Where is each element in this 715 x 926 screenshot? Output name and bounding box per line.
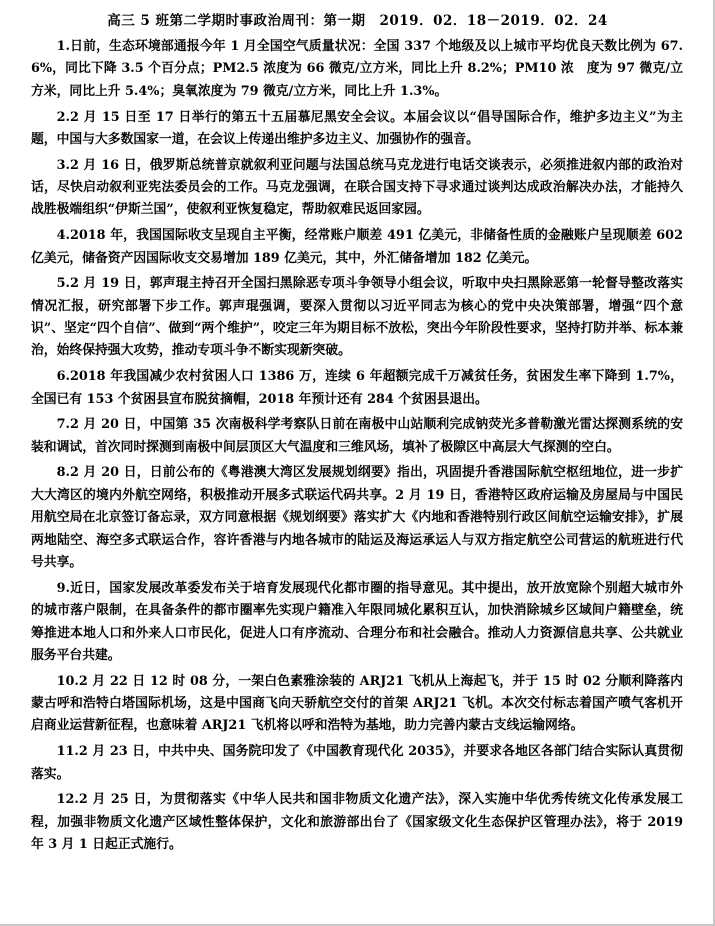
news-item-3: 3.2 月 16 日，俄罗斯总统普京就叙利亚问题与法国总统马克龙进行电话交谈表示，必须推进叙内部的政治对话，尽快启动叙利亚宪法委员会的工作。马克龙强调，在联合国支持下寻求通过谈判达成政治解决办法，才能持久战胜极端组织“伊斯兰国”，使叙利亚恢复稳定，帮助叙难民返回家园。 [31,157,683,218]
document-title: 高三 5 班第二学期时事政治周刊：第一期 2019．02．18－2019．02．24 [107,13,608,29]
news-item-4: 4.2018 年，我国国际收支呈现自主平衡，经常账户顺差 491 亿美元，非储备性质的金融账户呈现顺差 602 亿美元，储备资产因国际收支交易增加 189 亿美元，其中，外汇储备增加 182 亿美元。 [31,228,683,266]
news-item-5: 5.2 月 19 日，郭声琨主持召开全国扫黑除恶专项斗争领导小组会议，听取中央扫黑除恶第一轮督导整改落实情况汇报，研究部署下步工作。郭声琨强调，要深入贯彻以习近平同志为核心的党中央决策部署，增强“四个意识”、坚定“四个自信”、做到“两个维护”，咬定三年为期目标不放松，突出今年阶段性要求，坚持打防并举、标本兼治，始终保持强大攻势，推动专项斗争不断实现新突破。 [31,276,683,359]
news-item-9: 9.近日，国家发展改革委发布关于培育发展现代化都市圈的指导意见。其中提出，放开放宽除个别超大城市外的城市落户限制，在具备条件的都市圈率先实现户籍准入年限同城化累积互认，加快消除城乡区域间户籍壁垒，统筹推进本地人口和外来人口市民化，促进人口有序流动、合理分布和社会融合。推动人力资源信息共享、公共就业服务平台共建。 [31,580,683,663]
news-item-12: 12.2 月 25 日，为贯彻落实《中华人民共和国非物质文化遗产法》，深入实施中华优秀传统文化传承发展工程，加强非物质文化遗产区域性整体保护，文化和旅游部出台了《国家级文化生态保护区管理办法》，将于 2019 年 3 月 1 日起正式施行。 [31,792,683,853]
document-body [31,36,683,860]
news-item-2: 2.2 月 15 日至 17 日举行的第五十五届慕尼黑安全会议。本届会议以“倡导国际合作，维护多边主义”为主题，中国与大多数国家一道，在会议上传递出维护多边主义、加强协作的强音。 [31,109,683,147]
news-item-8: 8.2 月 20 日，日前公布的《粤港澳大湾区发展规划纲要》指出，巩固提升香港国际航空枢纽地位，进一步扩大大湾区的境内外航空网络，积极推动开展多式联运代码共享。2 月 19 日，香港特区政府运输及房屋局与中国民用航空局在北京签订备忘录，双方同意根据《规划纲要》落实扩大《内地和香港特别行政区间航空运输安排》，扩展两地陆空、海空多式联运合作，容许香港与内地各城市的陆运及海运承运人与双方指定航空公司营运的航班进行代号共享。 [31,465,683,571]
news-item-10: 10.2 月 22 日 12 时 08 分，一架白色素雅涂装的 ARJ21 飞机从上海起飞，并于 15 时 02 分顺利降落内蒙古呼和浩特白塔国际机场，这是中国商飞向天骄航空交付的首架 ARJ21 飞机。本次交付标志着国产喷气客机开启商业运营新征程，也意味着 ARJ21 飞机将以呼和浩特为基地，助力完善内蒙古支线运输网络。 [31,673,683,734]
news-item-7: 7.2 月 20 日，中国第 35 次南极科学考察队日前在南极中山站顺利完成钠荧光多普勒激光雷达探测系统的安装和调试，首次同时探测到南极中间层顶区大气温度和三维风场，填补了极隙区中高层大气探测的空白。 [31,417,683,455]
news-item-6: 6.2018 年我国减少农村贫困人口 1386 万，连续 6 年超额完成千万减贫任务，贫困发生率下降到 1.7%，全国已有 153 个贫困县宣布脱贫摘帽，2018 年预计还有 284 个贫困县退出。 [31,369,683,407]
news-item-1: 1.日前，生态环境部通报今年 1 月全国空气质量状况：全国 337 个地级及以上城市平均优良天数比例为 67.6%，同比下降 3.5 个百分点；PM2.5 浓度为 66 微克/立方米，同比上升 8.2%；PM10 浓 度为 97 微克/立方米，同比上升 5.4%；臭氧浓度为 79 微克/立方米，同比上升 1.3%。 [31,39,683,99]
news-item-11: 11.2 月 23 日，中共中央、国务院印发了《中国教育现代化 2035》，并要求各地区各部门结合实际认真贯彻落实。 [31,744,683,782]
